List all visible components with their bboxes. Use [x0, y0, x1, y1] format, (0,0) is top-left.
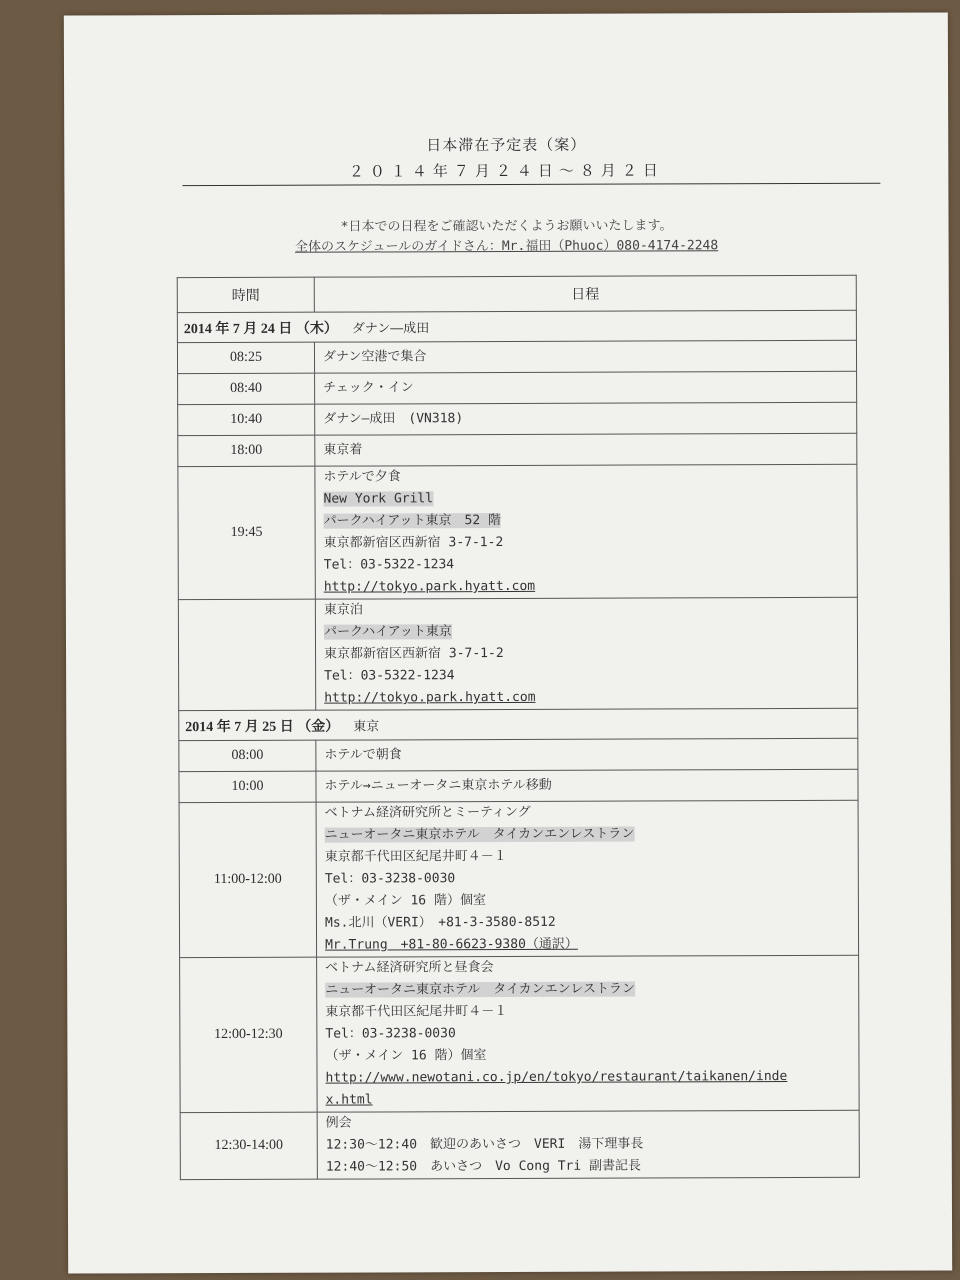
schedule-cell: [317, 1110, 859, 1179]
confirmation-note: *日本での日程をご確認いただくようお願いいたします。: [340, 218, 673, 235]
day-heading-row: [179, 708, 858, 740]
table-row: [179, 769, 858, 802]
schedule-cell: [316, 800, 859, 957]
contact-text: Mr.Trung +81-80-6623-9380（通訳）: [325, 936, 578, 953]
table-row: [177, 340, 856, 373]
hotel-name: [324, 620, 857, 644]
address-line: 東京都新宿区西新宿 3-7-1-2: [324, 646, 504, 662]
header-schedule: 日程: [314, 275, 856, 312]
address-line: 東京都千代田区紀尾井町４－１: [324, 849, 507, 865]
room-line: （ザ・メイン 16 階）個室: [324, 893, 486, 909]
hotel-restaurant-text: ニューオータニ東京ホテル タイカンエンレストラン: [325, 981, 635, 998]
url-text: http://tokyo.park.hyatt.com: [324, 689, 536, 706]
time-cell: 18:00: [178, 435, 315, 466]
table-row: [178, 402, 857, 435]
agenda-line: 12:30〜12:40 歓迎のあいさつ VERI 湯下理事長: [325, 1136, 644, 1153]
contact-line: [325, 933, 858, 957]
address-line: 東京都新宿区西新宿 3-7-1-2: [323, 535, 504, 551]
schedule-text: ダナン空港で集合: [322, 349, 427, 365]
table-row: [179, 800, 859, 957]
agenda-line: 12:40〜12:50 あいさつ Vo Cong Tri 副書記長: [325, 1158, 642, 1175]
schedule-table: [177, 275, 860, 1180]
time-cell: [178, 599, 315, 710]
time-cell: 11:00-12:00: [179, 802, 317, 957]
url-line: [324, 686, 857, 710]
room-line: （ザ・メイン 16 階）個室: [325, 1048, 487, 1064]
schedule-text: ホテルで朝食: [324, 747, 402, 763]
time-cell: 10:40: [178, 404, 315, 435]
schedule-text: ダナン―成田 (VN318): [323, 411, 464, 427]
contact-line: Ms.北川（VERI） +81-3-3580-8512: [324, 914, 556, 931]
day-heading: [179, 708, 858, 740]
day-date: 2014 年 7 月 25 日 （金）: [185, 719, 340, 735]
address-line: 東京都千代田区紀尾井町４－１: [325, 1004, 508, 1020]
day-place: 東京: [353, 718, 380, 735]
schedule-cell: [316, 769, 858, 802]
table-row: [178, 371, 857, 404]
restaurant-name-text: New York Grill: [323, 491, 434, 507]
time-cell: 10:00: [179, 771, 316, 802]
title-divider: [182, 183, 880, 186]
document-title: 日本滞在予定表（案）: [426, 135, 587, 155]
schedule-cell: [314, 340, 856, 373]
table-row: [178, 597, 857, 710]
table-row: [180, 1110, 859, 1179]
url-text: http://www.newotani.co.jp/en/tokyo/restaurant/taikanen/inde: [325, 1069, 788, 1086]
schedule-cell: [315, 464, 857, 599]
schedule-cell: [315, 371, 857, 404]
schedule-line: 東京泊: [323, 602, 363, 618]
schedule-text: チェック・イン: [323, 380, 414, 396]
schedule-cell: [317, 955, 860, 1112]
schedule-line: ホテルで夕食: [323, 469, 401, 485]
day-heading: [177, 310, 856, 342]
header-time: 時間: [177, 277, 314, 312]
hotel-restaurant-text: ニューオータニ東京ホテル タイカンエンレストラン: [324, 826, 635, 843]
url-line: [324, 575, 857, 599]
url-text: x.html: [325, 1092, 373, 1108]
time-cell: 08:40: [178, 373, 315, 404]
day-date: 2014 年 7 月 24 日 （木）: [183, 321, 338, 337]
guide-contact: [65, 233, 949, 255]
table-row: [179, 738, 858, 771]
hotel-name-text: パークハイアット東京: [323, 624, 452, 640]
time-cell: 08:25: [177, 342, 314, 373]
url-line: [325, 1066, 858, 1090]
phone-line: Tel：03-5322-1234: [323, 557, 455, 573]
schedule-cell: [315, 433, 857, 466]
guide-contact-text: 全体のスケジュールのガイドさん：Mr.福田（Phuoc）080-4174-2248: [294, 238, 719, 255]
time-cell: 12:30-14:00: [180, 1112, 317, 1179]
schedule-line: ベトナム経済研究所とミーティング: [324, 804, 531, 821]
schedule-cell: [315, 597, 857, 710]
phone-line: Tel：03-5322-1234: [324, 668, 455, 684]
document-page: [64, 12, 952, 1273]
table-row: [180, 955, 860, 1112]
time-cell: 12:00-12:30: [180, 957, 318, 1112]
hotel-restaurant-name: [325, 978, 858, 1002]
restaurant-name: [323, 487, 856, 511]
url-text: http://tokyo.park.hyatt.com: [323, 578, 536, 595]
url-line: [326, 1088, 859, 1112]
day-heading-row: [177, 310, 856, 342]
schedule-cell: [315, 402, 857, 435]
document-dates: ２０１４年７月２４日〜８月２日: [348, 161, 664, 181]
table-row: [178, 433, 857, 466]
schedule-cell: [316, 738, 858, 771]
time-cell: 08:00: [179, 740, 316, 771]
schedule-line: 例会: [325, 1115, 352, 1131]
hotel-restaurant-name: [325, 823, 858, 847]
hotel-name: [324, 509, 857, 533]
hotel-name-text: パークハイアット東京 52 階: [323, 513, 502, 529]
schedule-text: 東京着: [323, 442, 363, 458]
schedule-text: ホテル→ニューオータニ東京ホテル移動: [324, 777, 552, 794]
schedule-line: ベトナム経済研究所と昼食会: [325, 960, 494, 976]
phone-line: Tel：03-3238-0030: [325, 1026, 456, 1042]
time-cell: 19:45: [178, 466, 315, 599]
table-header-row: [177, 275, 856, 312]
day-place: ダナン―成田: [351, 320, 430, 337]
table-row: [178, 464, 857, 599]
phone-line: Tel：03-3238-0030: [324, 871, 456, 887]
